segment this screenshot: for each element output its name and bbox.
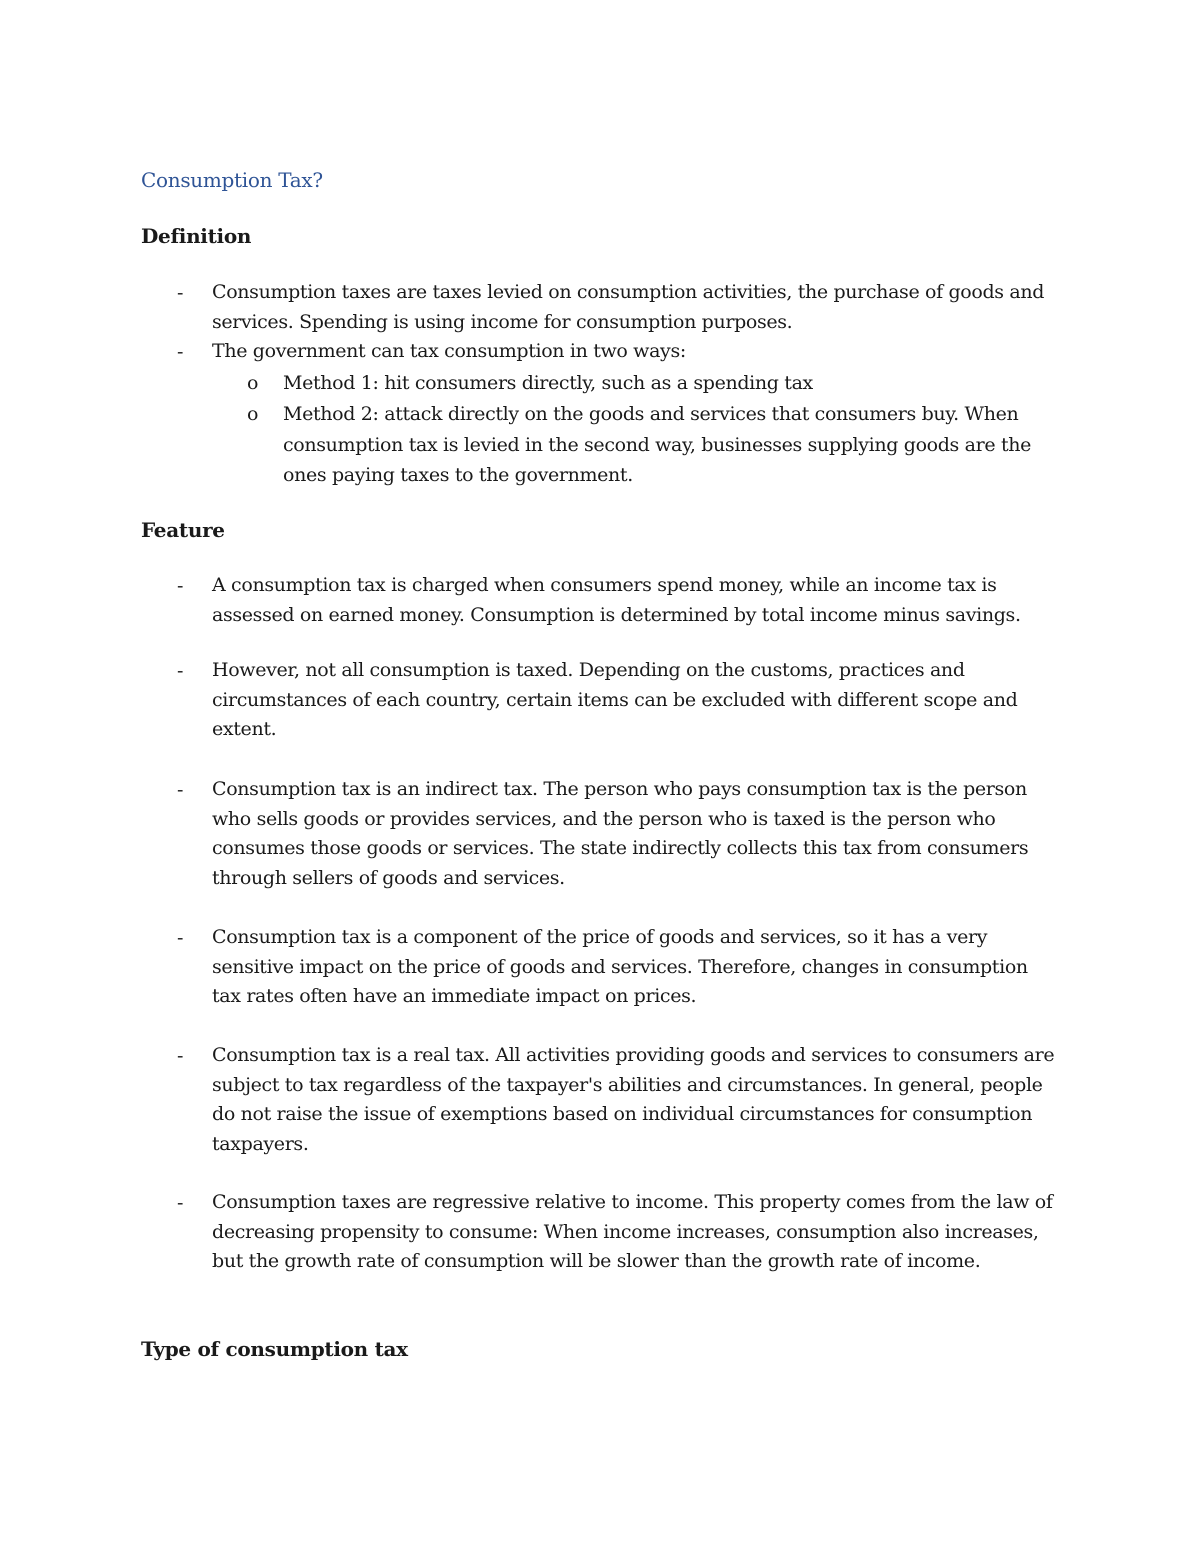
list-item-text: Consumption tax is a real tax. All activities providing goods and services to consumers are subject to tax regardless of the taxpayer's abilities and circumstances. In general, people do not raise the issue of exemptions based on individual circumstances for consumption taxpayers. [212,1044,1055,1155]
list-item-text: Consumption taxes are taxes levied on consumption activities, the purchase of goods and services. Spending is using income for consumption purposes. [212,281,1045,333]
document-title: Consumption Tax? [141,168,323,192]
section-heading-definition: Definition [141,224,252,248]
sub-list-item-text: Method 1: hit consumers directly, such as a spending tax [283,372,813,394]
bullet-marker: - [177,660,184,682]
section-heading-feature: Feature [141,518,225,542]
list-item-text: A consumption tax is charged when consumers spend money, while an income tax is assessed on earned money. Consumption is determined by total income minus savings. [212,574,1021,626]
bullet-marker: - [177,779,184,801]
bullet-marker: - [177,282,184,304]
section-heading-type: Type of consumption tax [141,1337,408,1361]
list-item-text: The government can tax consumption in two ways: [212,340,686,362]
sub-bullet-marker: o [247,403,259,425]
bullet-marker: - [177,341,184,363]
bullet-marker: - [177,575,184,597]
bullet-marker: - [177,1192,184,1214]
bullet-marker: - [177,1045,184,1067]
list-item-text: Consumption tax is an indirect tax. The person who pays consumption tax is the person who sells goods or provides services, and the person who is taxed is the person who consumes those goods or services. The state indirectly collects this tax from consumers through sellers of goods and services. [212,778,1029,889]
sub-list-item-text: Method 2: attack directly on the goods and services that consumers buy. When consumption tax is levied in the second way, businesses supplying goods are the ones paying taxes to the government. [283,403,1032,486]
list-item-text: Consumption taxes are regressive relative to income. This property comes from the law of decreasing propensity to consume: When income increases, consumption also increases, but the growth rate of consumption will be slower than the growth rate of income. [212,1191,1053,1273]
list-item-text: Consumption tax is a component of the price of goods and services, so it has a very sensitive impact on the price of goods and services. Therefore, changes in consumption tax rates often have an immediate impact on prices. [212,926,1028,1008]
list-item-text: However, not all consumption is taxed. Depending on the customs, practices and circumstances of each country, certain items can be excluded with different scope and extent. [212,659,1018,741]
bullet-marker: - [177,927,184,949]
sub-bullet-marker: o [247,372,259,394]
